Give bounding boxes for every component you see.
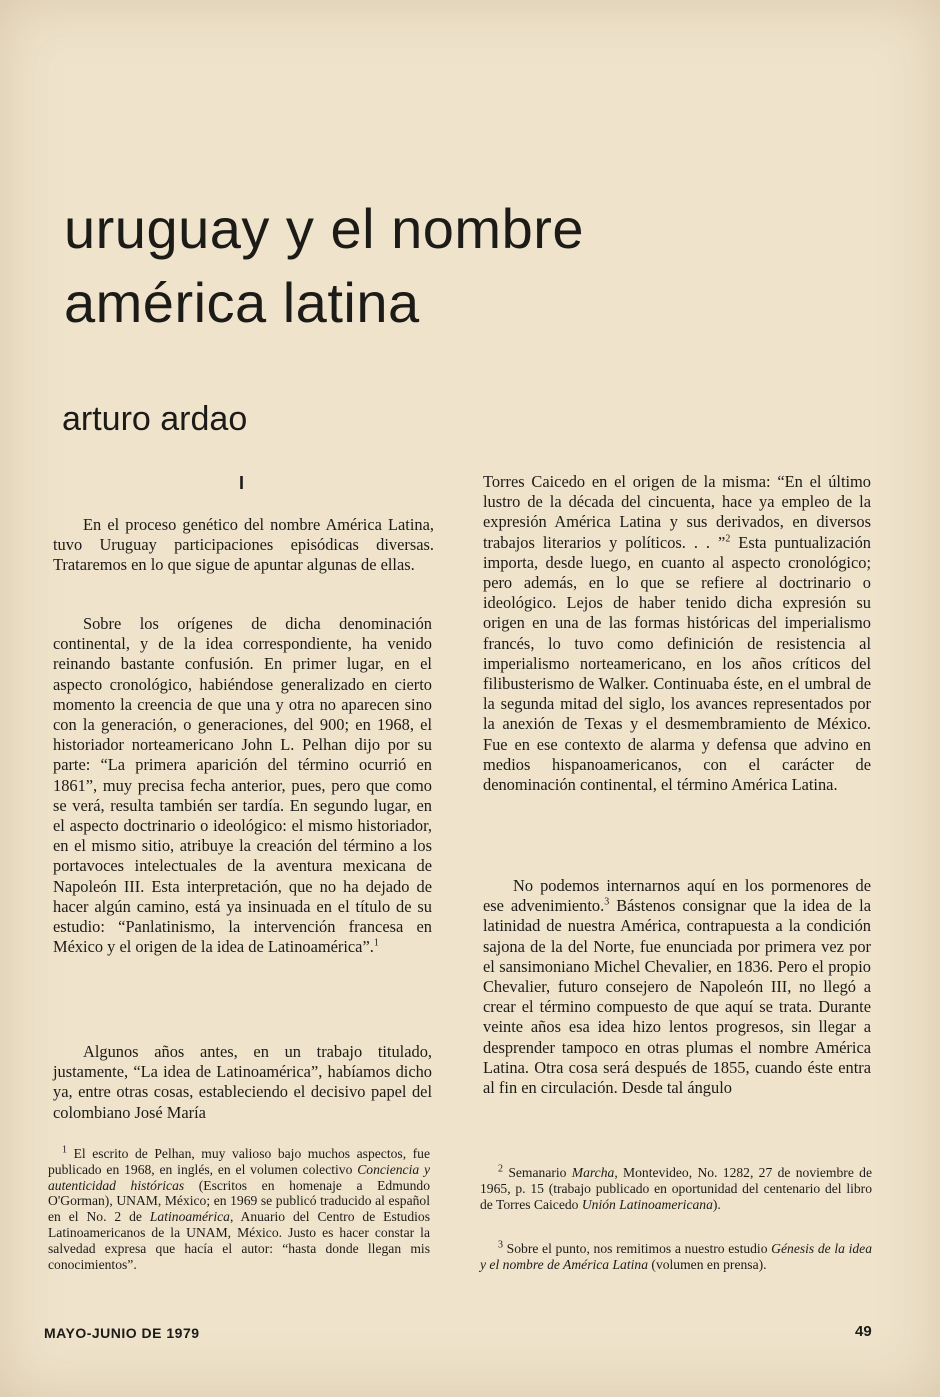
title-line-2: américa latina bbox=[64, 271, 420, 334]
paragraph-5-text-a: No podemos internarnos aquí en los pormenores de ese advenimiento. bbox=[483, 876, 871, 916]
footnote-2-italic-1: Marcha bbox=[571, 1165, 615, 1180]
title-line-1: uruguay y el nombre bbox=[64, 197, 585, 260]
section-number: I bbox=[239, 473, 245, 493]
footnote-2-italic-2: Unión Latinoamericana bbox=[581, 1196, 713, 1212]
footnote-1-number: 1 bbox=[62, 1144, 67, 1156]
paragraph-3-text: Algunos años antes, en un trabajo titulado, justamente, “La idea de Latinoamérica”, habíamos dicho ya, entre otras cosas, estableciendo el decisivo papel del colombiano José María bbox=[53, 1042, 432, 1122]
footnote-1-text-b: (Escritos en homenaje a Edmundo O'Gorman), UNAM, México; en 1969 se publicó traducido al español en el No. 2 de bbox=[48, 1177, 430, 1225]
paragraph-4-text-a: Torres Caicedo en el origen de la misma: “En el último lustro de la década del cincuenta, hace ya empleo de la expresión América Latina y sus derivados, en diversos trabajos literarios y políticos. . . ” bbox=[483, 472, 871, 552]
paragraph-3 bbox=[53, 1042, 432, 1123]
paragraph-5 bbox=[483, 876, 871, 1098]
article-author: arturo ardao bbox=[62, 400, 248, 438]
paragraph-2-text: Sobre los orígenes de dicha denominación continental, y de la idea correspondiente, ha venido reinando bastante confusión. En primer lugar, en el aspecto cronológico, habiéndose generalizado en cierto momento la creencia de que una y otra no aparecen sino con la generación, o generaciones, del 900; en 1968, el historiador norteamericano John L. Pelhan dijo por su parte: “La primera aparición del término ocurrió en 1861”, muy precisa fecha anterior, pues, pero que como se verá, resulta también ser tardía. En segundo lugar, en el aspecto doctrinario o ideológico: el mismo historiador, en el mismo sitio, atribuye la creación del término a los portavoces intelectuales de la aventura mexicana de Napoleón III. Esta interpretación, que no ha dejado de hacer algún camino, está ya insinuada en el título de su estudio: “Panlatinismo, la intervención francesa en México y el origen de la idea de Latinoamérica”. bbox=[53, 614, 432, 957]
footnote-1 bbox=[48, 1146, 430, 1272]
footnote-ref-1: 1 bbox=[373, 937, 379, 949]
footnote-1-italic-1: Conciencia y autenticidad históricas bbox=[48, 1161, 431, 1193]
paragraph-1-text: En el proceso genético del nombre América Latina, tuvo Uruguay participaciones episódicas diversas. Trataremos en lo que sigue de apuntar algunas de ellas. bbox=[53, 515, 434, 575]
footnote-3 bbox=[480, 1241, 872, 1273]
footnote-3-number: 3 bbox=[498, 1239, 503, 1251]
footnote-ref-3: 3 bbox=[604, 896, 610, 908]
footnote-1-text-a: El escrito de Pelhan, muy valioso bajo muchos aspectos, fue publicado en 1968, en inglés, en el volumen colectivo bbox=[48, 1146, 431, 1177]
footnote-1-italic-2: Latinoamérica bbox=[149, 1209, 230, 1225]
footnote-2 bbox=[480, 1165, 872, 1212]
footnote-3-text-b: (volumen en prensa). bbox=[648, 1256, 767, 1272]
issue-date: MAYO-JUNIO DE 1979 bbox=[44, 1325, 200, 1341]
paragraph-1 bbox=[53, 515, 434, 576]
footnote-2-text-b: , Montevideo, No. 1282, 27 de noviembre de 1965, p. 15 (trabajo publicado en oportunidad del centenario del libro de Torres Caicedo bbox=[480, 1165, 873, 1212]
paragraph-5-text-b: Bástenos consignar que la idea de la latinidad de nuestra América, contrapuesta a la condición sajona de la del Norte, fue enunciada por primera vez por el sansimoniano Michel Chevalier, en 1836. Pero el propio Chevalier, futuro consejero de Napoleón III, no llegó a crear el término compuesto de que aquí se trata. Durante veinte años esa idea hizo lentos progresos, sin llegar a desprender tampoco en otras plumas el nombre América Latina. Otra cosa será después de 1855, cuando éste entra al fin en circulación. Desde tal ángulo bbox=[483, 896, 871, 1098]
footnote-3-text-a: Sobre el punto, nos remitimos a nuestro estudio bbox=[506, 1241, 772, 1256]
paragraph-2 bbox=[53, 614, 432, 957]
footnote-ref-2: 2 bbox=[725, 533, 731, 545]
footnote-2-text-c: ). bbox=[712, 1196, 721, 1212]
page-number: 49 bbox=[855, 1323, 872, 1340]
footnote-2-number: 2 bbox=[498, 1163, 503, 1175]
footnote-3-italic-1: Génesis de la idea y el nombre de América Latina bbox=[480, 1241, 872, 1272]
footnote-1-text-c: , Anuario del Centro de Estudios Latinoamericanos de la UNAM, México. Justo es hacer constar la salvedad expresa que hacía el autor: “hasta donde llegan mis conocimientos”. bbox=[48, 1209, 430, 1272]
paragraph-4-text-b: Esta puntualización importa, desde luego, en cuanto al aspecto cronológico; pero además, en lo que se refiere al doctrinario o ideológico. Lejos de haber tenido dicha expresión su origen en una de las formas históricas del imperialismo francés, lo tuvo como definición de resistencia al imperialismo norteamericano, en los años críticos del filibusterismo de Walker. Continuaba éste, en el umbral de la segunda mitad del siglo, los avances representados por la anexión de Texas y el desmembramiento de México. Fue en ese contexto de alarma y defensa que advino en medios hispanoamericanos, con el carácter de denominación continental, el término América Latina. bbox=[483, 532, 871, 795]
article-title bbox=[64, 192, 884, 340]
paragraph-4 bbox=[483, 472, 871, 795]
footnote-2-text-a: Semanario bbox=[508, 1165, 572, 1180]
